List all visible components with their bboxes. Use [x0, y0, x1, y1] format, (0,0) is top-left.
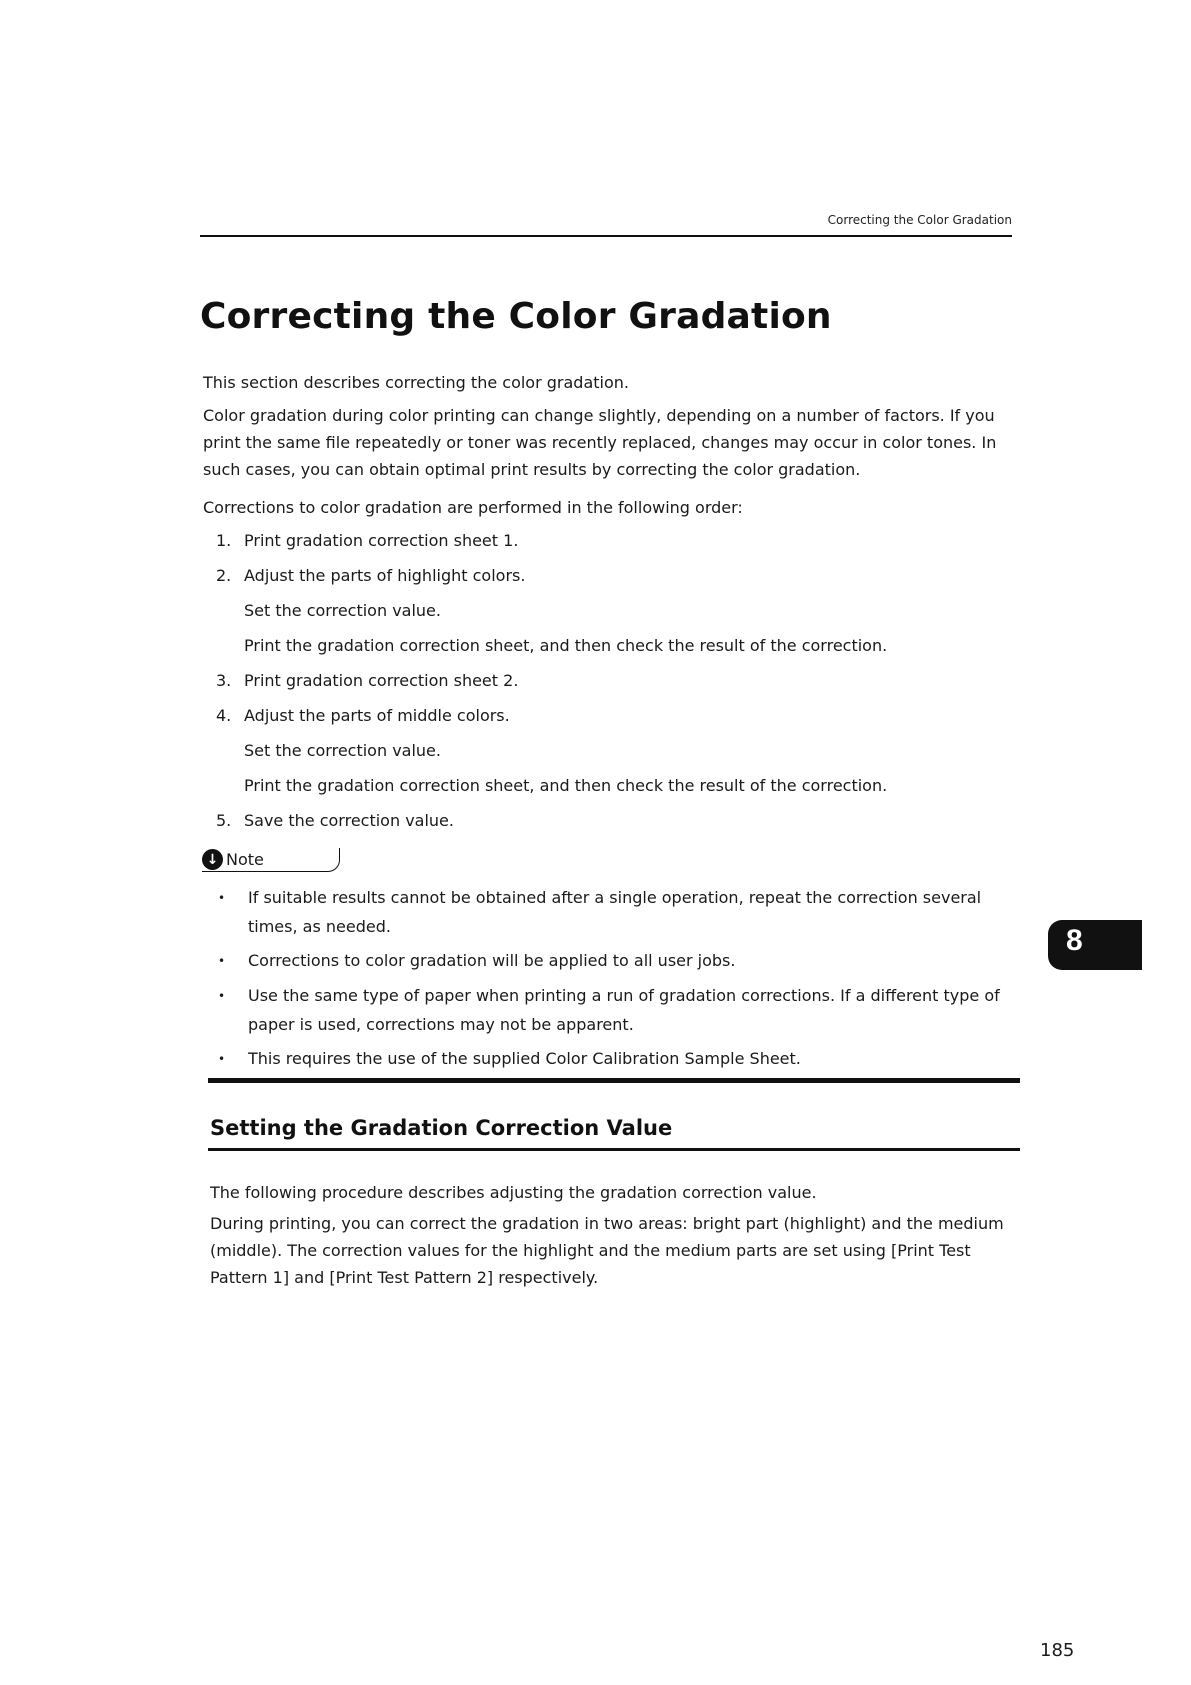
step-text: Print gradation correction sheet 1. — [244, 531, 519, 550]
page-title: Correcting the Color Gradation — [200, 296, 832, 337]
section-paragraph-2: During printing, you can correct the gradation in two areas: bright part (highlight) and the medium (middle). The correction values for the highlight and the medium parts are set using [Print Test Pattern 1] and [Print Test Pattern 2] respectively. — [210, 1214, 1004, 1287]
note-item — [218, 981, 1028, 1039]
note-text: This requires the use of the supplied Color Calibration Sample Sheet. — [248, 1049, 801, 1068]
step-subtext: Print the gradation correction sheet, and then check the result of the correction. — [244, 636, 888, 655]
bullet-icon: • — [218, 1052, 226, 1066]
bullet-icon: • — [218, 954, 226, 968]
step-number: 4. — [216, 706, 232, 725]
note-item — [218, 1044, 1028, 1074]
page-number: 185 — [1040, 1640, 1075, 1661]
step-item — [203, 702, 1023, 799]
step-item — [203, 562, 1023, 659]
section-paragraph-1: The following procedure describes adjusting the gradation correction value. — [210, 1183, 817, 1202]
arrow-down-icon: ↓ — [202, 849, 223, 870]
bullet-icon: • — [218, 891, 226, 905]
steps-list — [203, 527, 1023, 842]
step-text: Adjust the parts of middle colors. — [244, 706, 510, 725]
chapter-number: 8 — [1066, 924, 1083, 957]
step-text: Print gradation correction sheet 2. — [244, 671, 519, 690]
step-number: 2. — [216, 566, 232, 585]
bullet-icon: • — [218, 989, 226, 1003]
step-text: Save the correction value. — [244, 811, 454, 830]
note-text: If suitable results cannot be obtained after a single operation, repeat the correction several times, as needed. — [248, 888, 982, 936]
intro-paragraph-1: This section describes correcting the color gradation. — [203, 373, 629, 392]
step-subtext: Set the correction value. — [244, 601, 441, 620]
note-label: Note — [226, 850, 264, 869]
chapter-tab — [1048, 920, 1142, 970]
running-header: Correcting the Color Gradation — [827, 213, 1012, 227]
step-subtext: Set the correction value. — [244, 741, 441, 760]
step-subtext: Print the gradation correction sheet, and then check the result of the correction. — [244, 776, 888, 795]
note-list — [218, 883, 1028, 1079]
note-text: Use the same type of paper when printing a run of gradation corrections. If a different type of paper is used, corrections may not be apparent. — [248, 986, 1000, 1034]
step-number: 3. — [216, 671, 232, 690]
step-item — [203, 667, 1023, 694]
step-number: 5. — [216, 811, 232, 830]
intro-paragraph-2: Color gradation during color printing can change slightly, depending on a number of factors. If you print the same file repeatedly or toner was recently replaced, changes may occur in color tones. In such cases, you can obtain optimal print results by correcting the color gradation. — [203, 406, 997, 479]
section-rule-bottom — [208, 1148, 1020, 1151]
step-item — [203, 807, 1023, 834]
note-item — [218, 946, 1028, 976]
header-rule — [200, 235, 1012, 237]
step-text: Adjust the parts of highlight colors. — [244, 566, 526, 585]
step-number: 1. — [216, 531, 232, 550]
note-heading — [202, 848, 340, 872]
step-item — [203, 527, 1023, 554]
note-item — [218, 883, 1028, 941]
intro-paragraph-3: Corrections to color gradation are performed in the following order: — [203, 498, 743, 517]
section-title: Setting the Gradation Correction Value — [210, 1116, 673, 1140]
section-rule-top — [208, 1078, 1020, 1083]
note-text: Corrections to color gradation will be applied to all user jobs. — [248, 951, 736, 970]
